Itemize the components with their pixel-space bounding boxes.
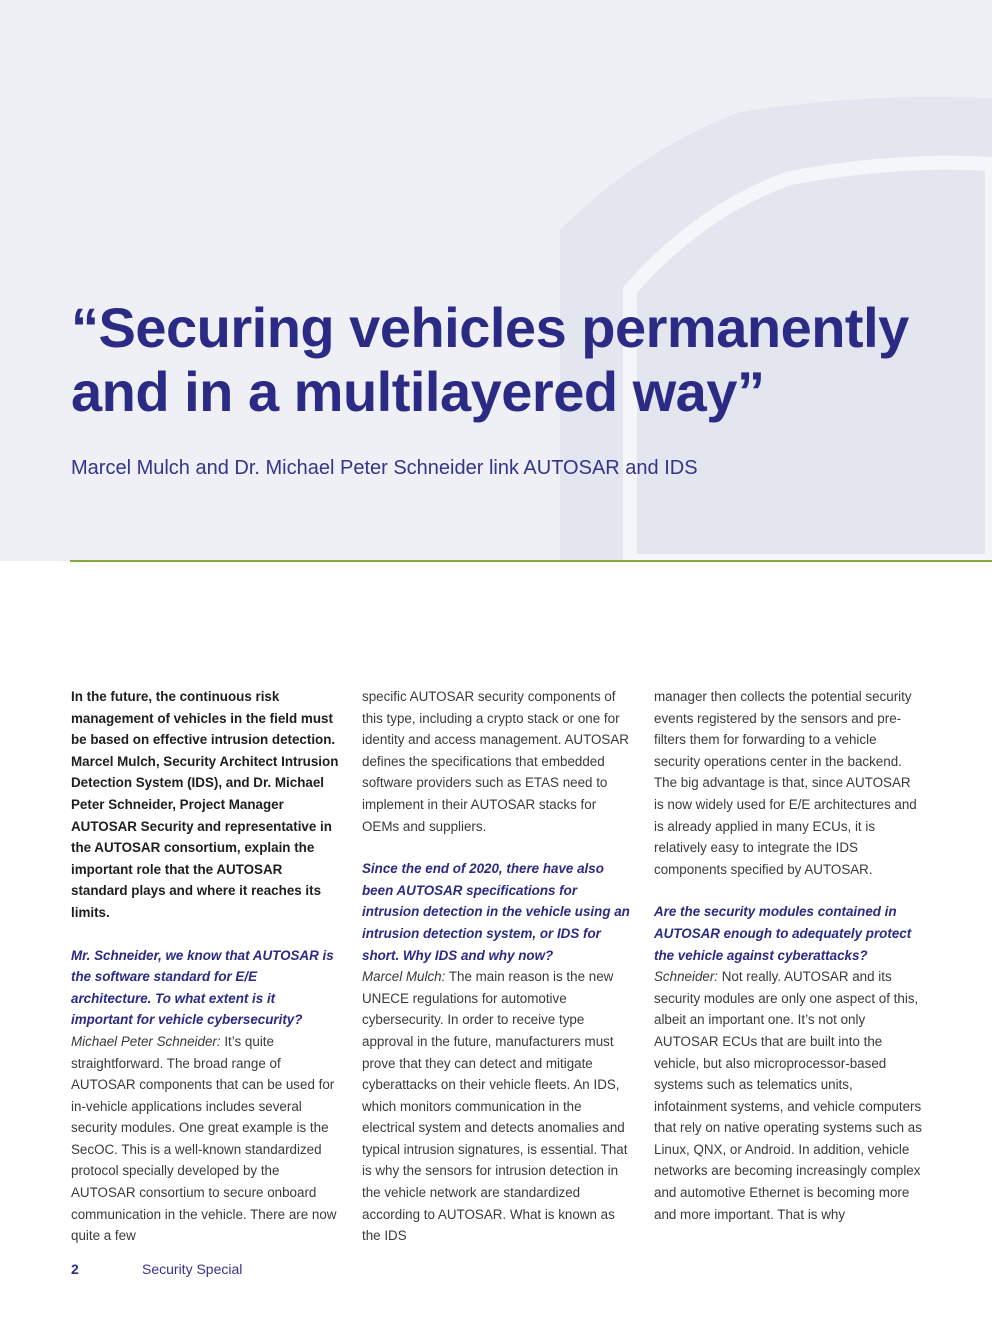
interview-answer-2 <box>362 966 630 1247</box>
interview-answer-1 <box>71 1031 339 1247</box>
article-subtitle: Marcel Mulch and Dr. Michael Peter Schneider link AUTOSAR and IDS <box>71 457 698 479</box>
section-divider <box>70 560 992 562</box>
text-column-2 <box>362 686 630 1247</box>
interview-question-3: Are the security modules contained in AUTOSAR enough to adequately protect the vehicle against cyberattacks? <box>654 904 912 963</box>
answer-text: Not really. AUTOSAR and its security modules are only one aspect of this, albeit an important one. It’s not only AUTOSAR ECUs that are built into the vehicle, but also microprocessor-based systems such as telematics units, infotainment systems, and vehicle computers that rely on native operating systems such as Linux, QNX, or Android. In addition, vehicle networks are becoming increasingly complex and automotive Ethernet is becoming more and more important. That is why <box>654 969 922 1222</box>
interview-question-2: Since the end of 2020, there have also been AUTOSAR specifications for intrusion detection in the vehicle using an intrusion detection system, or IDS for short. Why IDS and why now? <box>362 861 630 963</box>
interview-question-1: Mr. Schneider, we know that AUTOSAR is the software standard for E/E architecture. To what extent is it important for vehicle cybersecurity? <box>71 947 334 1028</box>
publication-name: Security Special <box>142 1261 243 1277</box>
page-number: 2 <box>71 1261 79 1277</box>
answer-text: The main reason is the new UNECE regulations for automotive cybersecurity. In order to receive type approval in the future, manufacturers must prove that they can detect and mitigate cyberattacks on their vehicle fleets. An IDS, which monitors communication in the electrical system and detects anomalies and typical intrusion signatures, is essential. That is why the sensors for intrusion detection in the vehicle network are standardized according to AUTOSAR. What is known as the IDS <box>362 969 628 1244</box>
title-line-2: and in a multilayered way” <box>71 360 765 423</box>
lead-paragraph: In the future, the continuous risk management of vehicles in the field must be based on effective intrusion detection. Marcel Mulch, Security Architect Intrusion Detection System (IDS), and Dr. Michael Peter Schneider, Project Manager AUTOSAR Security and representative in the AUTOSAR consortium, explain the important role that the AUTOSAR standard plays and where it reaches its limits. <box>71 689 339 920</box>
title-line-1: “Securing vehicles permanently <box>71 296 909 359</box>
article-title <box>71 296 951 424</box>
speaker-name: Michael Peter Schneider: <box>71 1033 221 1049</box>
speaker-name: Schneider: <box>654 969 719 985</box>
text-column-1 <box>71 686 339 1247</box>
body-paragraph: specific AUTOSAR security components of this type, including a crypto stack or one for identity and access management. AUTOSAR defines the specifications that embedded software providers such as ETAS need to implement in their AUTOSAR stacks for OEMs and suppliers. <box>362 689 629 834</box>
interview-answer-3 <box>654 966 922 1225</box>
body-paragraph: manager then collects the potential security events registered by the sensors and pre-filters them for forwarding to a vehicle security operations center in the backend. The big advantage is that, since AUTOSAR is now widely used for E/E architectures and is already applied in many ECUs, it is relatively easy to integrate the IDS components specified by AUTOSAR. <box>654 689 917 877</box>
text-column-3 <box>654 686 922 1225</box>
answer-text: It’s quite straightforward. The broad range of AUTOSAR components that can be used for in-vehicle applications includes several security modules. One great example is the SecOC. This is a well-known standardized protocol specially developed by the AUTOSAR consortium to secure onboard communication in the vehicle. There are now quite a few <box>71 1033 337 1244</box>
speaker-name: Marcel Mulch: <box>362 969 446 985</box>
hero-banner <box>0 0 992 561</box>
